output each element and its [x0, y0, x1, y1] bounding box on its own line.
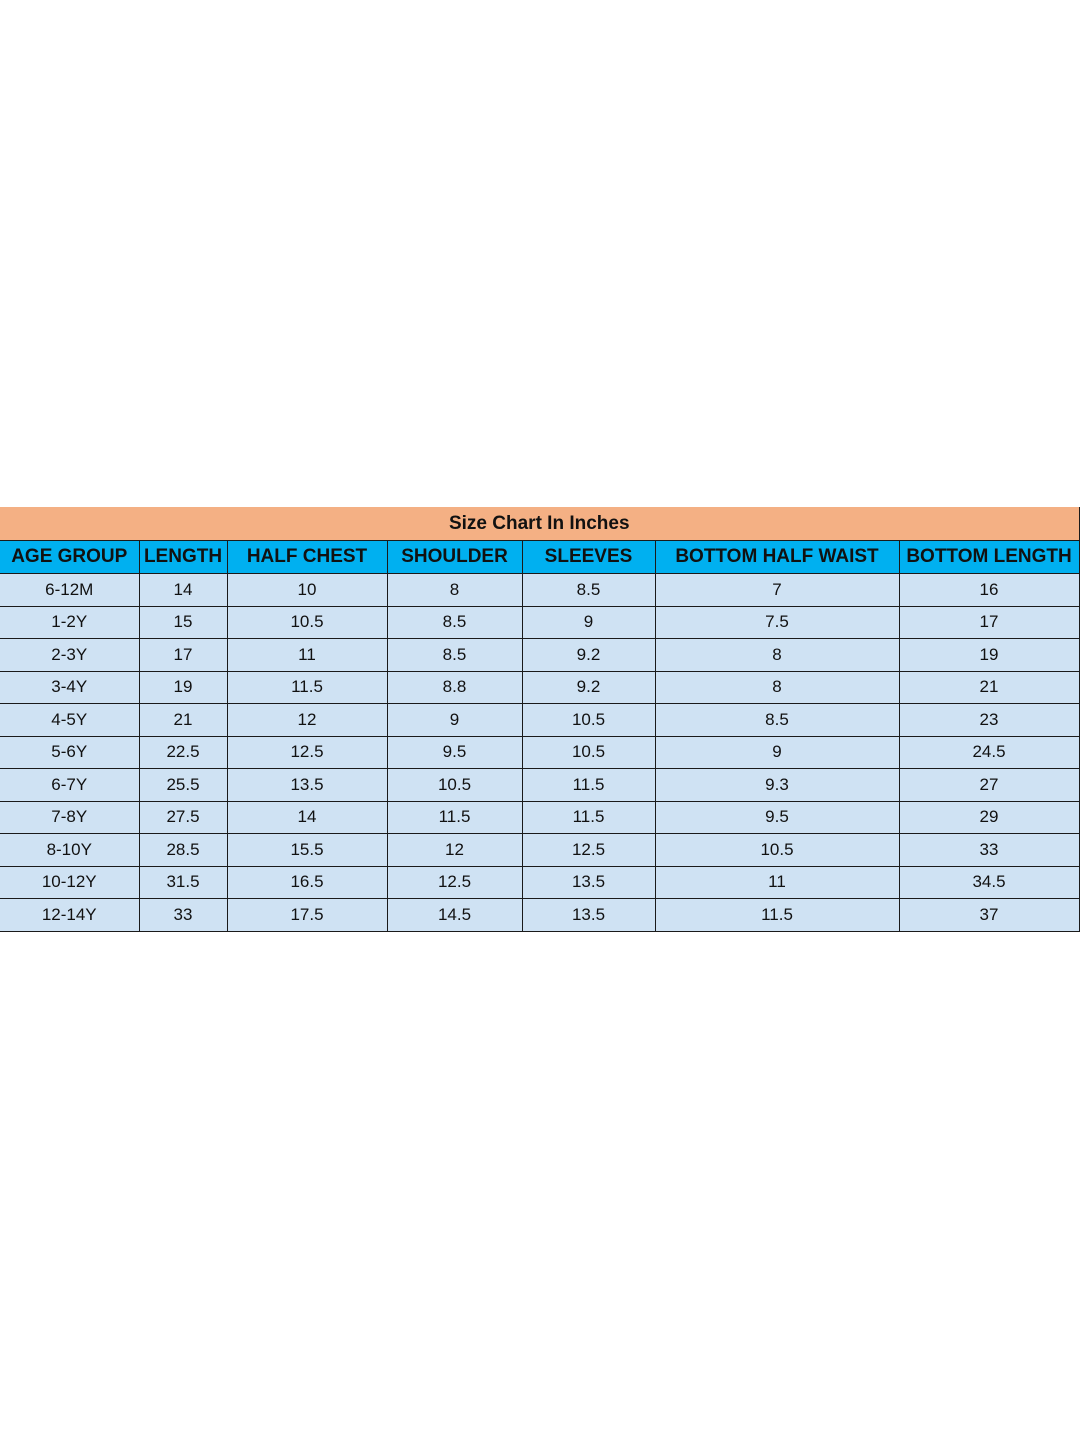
cell-half-chest: 16.5 [227, 866, 387, 899]
cell-bottom-half-waist: 8 [655, 639, 899, 672]
cell-sleeves: 12.5 [522, 834, 655, 867]
cell-sleeves: 9 [522, 606, 655, 639]
cell-sleeves: 11.5 [522, 801, 655, 834]
cell-half-chest: 10 [227, 574, 387, 607]
cell-length: 25.5 [139, 769, 227, 802]
cell-length: 28.5 [139, 834, 227, 867]
column-header-bottom-length: BOTTOM LENGTH [899, 541, 1079, 574]
column-header-shoulder: SHOULDER [387, 541, 522, 574]
cell-half-chest: 17.5 [227, 899, 387, 932]
cell-bottom-half-waist: 11 [655, 866, 899, 899]
table-row [0, 606, 1079, 639]
cell-age-group: 10-12Y [0, 866, 139, 899]
cell-bottom-length: 19 [899, 639, 1079, 672]
cell-bottom-length: 24.5 [899, 736, 1079, 769]
cell-half-chest: 10.5 [227, 606, 387, 639]
cell-shoulder: 9 [387, 704, 522, 737]
cell-length: 14 [139, 574, 227, 607]
cell-bottom-half-waist: 10.5 [655, 834, 899, 867]
table-row [0, 801, 1079, 834]
cell-age-group: 4-5Y [0, 704, 139, 737]
cell-shoulder: 8.5 [387, 606, 522, 639]
cell-age-group: 2-3Y [0, 639, 139, 672]
cell-bottom-length: 17 [899, 606, 1079, 639]
cell-half-chest: 11.5 [227, 671, 387, 704]
cell-sleeves: 10.5 [522, 736, 655, 769]
column-header-sleeves: SLEEVES [522, 541, 655, 574]
cell-length: 15 [139, 606, 227, 639]
table-row [0, 574, 1079, 607]
cell-sleeves: 9.2 [522, 671, 655, 704]
cell-bottom-length: 37 [899, 899, 1079, 932]
cell-shoulder: 12 [387, 834, 522, 867]
cell-bottom-length: 33 [899, 834, 1079, 867]
table-row [0, 671, 1079, 704]
cell-sleeves: 13.5 [522, 866, 655, 899]
cell-length: 33 [139, 899, 227, 932]
cell-length: 27.5 [139, 801, 227, 834]
cell-bottom-half-waist: 11.5 [655, 899, 899, 932]
table-row [0, 639, 1079, 672]
cell-sleeves: 10.5 [522, 704, 655, 737]
cell-bottom-length: 23 [899, 704, 1079, 737]
cell-bottom-length: 34.5 [899, 866, 1079, 899]
cell-bottom-half-waist: 7.5 [655, 606, 899, 639]
cell-bottom-length: 29 [899, 801, 1079, 834]
cell-shoulder: 9.5 [387, 736, 522, 769]
column-header-length: LENGTH [139, 541, 227, 574]
header-row [0, 541, 1079, 574]
cell-bottom-half-waist: 7 [655, 574, 899, 607]
cell-shoulder: 12.5 [387, 866, 522, 899]
cell-half-chest: 11 [227, 639, 387, 672]
table-row [0, 704, 1079, 737]
cell-age-group: 3-4Y [0, 671, 139, 704]
table-row [0, 769, 1079, 802]
column-header-bottom-half-waist: BOTTOM HALF WAIST [655, 541, 899, 574]
cell-bottom-half-waist: 9 [655, 736, 899, 769]
cell-sleeves: 8.5 [522, 574, 655, 607]
cell-length: 31.5 [139, 866, 227, 899]
cell-length: 17 [139, 639, 227, 672]
cell-shoulder: 10.5 [387, 769, 522, 802]
cell-half-chest: 13.5 [227, 769, 387, 802]
cell-age-group: 1-2Y [0, 606, 139, 639]
cell-sleeves: 11.5 [522, 769, 655, 802]
column-header-half-chest: HALF CHEST [227, 541, 387, 574]
cell-shoulder: 8 [387, 574, 522, 607]
title-row [0, 507, 1079, 541]
cell-bottom-length: 27 [899, 769, 1079, 802]
cell-half-chest: 15.5 [227, 834, 387, 867]
cell-bottom-length: 16 [899, 574, 1079, 607]
cell-age-group: 12-14Y [0, 899, 139, 932]
cell-bottom-half-waist: 9.5 [655, 801, 899, 834]
cell-half-chest: 14 [227, 801, 387, 834]
cell-shoulder: 8.8 [387, 671, 522, 704]
size-chart [0, 507, 1079, 932]
table-row [0, 736, 1079, 769]
table-body [0, 574, 1079, 932]
table-row [0, 866, 1079, 899]
table-row [0, 834, 1079, 867]
cell-age-group: 6-12M [0, 574, 139, 607]
column-header-age-group: AGE GROUP [0, 541, 139, 574]
cell-bottom-half-waist: 8.5 [655, 704, 899, 737]
cell-age-group: 5-6Y [0, 736, 139, 769]
cell-half-chest: 12 [227, 704, 387, 737]
cell-sleeves: 9.2 [522, 639, 655, 672]
cell-age-group: 7-8Y [0, 801, 139, 834]
cell-sleeves: 13.5 [522, 899, 655, 932]
cell-bottom-length: 21 [899, 671, 1079, 704]
cell-length: 22.5 [139, 736, 227, 769]
cell-length: 19 [139, 671, 227, 704]
cell-shoulder: 11.5 [387, 801, 522, 834]
table-row [0, 899, 1079, 932]
cell-shoulder: 14.5 [387, 899, 522, 932]
cell-half-chest: 12.5 [227, 736, 387, 769]
cell-age-group: 6-7Y [0, 769, 139, 802]
cell-age-group: 8-10Y [0, 834, 139, 867]
cell-bottom-half-waist: 9.3 [655, 769, 899, 802]
cell-shoulder: 8.5 [387, 639, 522, 672]
cell-bottom-half-waist: 8 [655, 671, 899, 704]
cell-length: 21 [139, 704, 227, 737]
size-chart-table [0, 507, 1080, 932]
chart-title: Size Chart In Inches [0, 507, 1079, 541]
